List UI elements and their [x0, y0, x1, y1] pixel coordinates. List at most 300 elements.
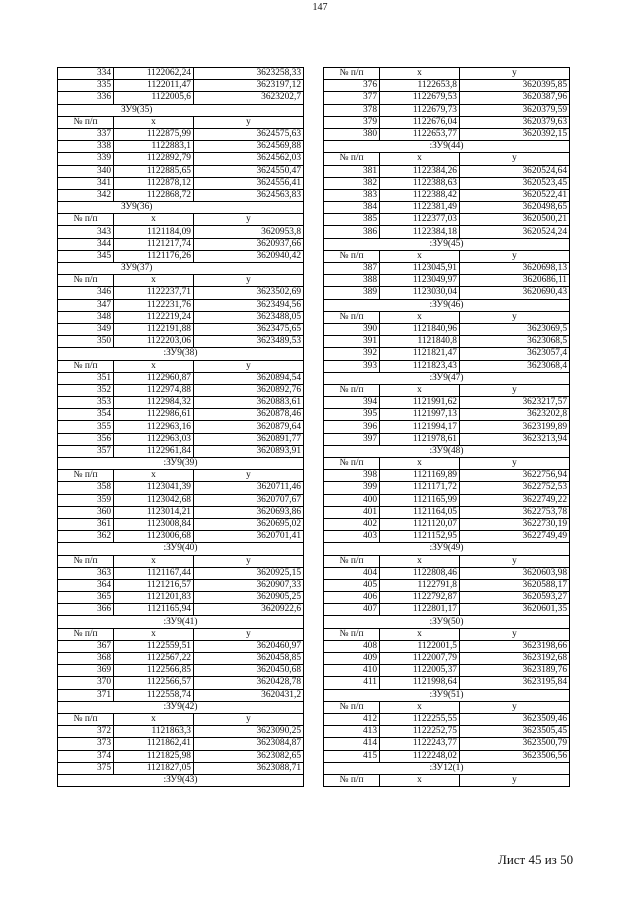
coordinate-x: 1122801,17 [380, 604, 460, 616]
section-label: :ЗУ9(46) [324, 299, 570, 311]
table-row [58, 762, 304, 774]
column-header-number: № п/п [324, 311, 380, 323]
coordinate-x: 1121823,43 [380, 360, 460, 372]
coordinate-y: 3620922,6 [194, 604, 304, 616]
section-label: :ЗУ9(38) [58, 348, 304, 360]
point-number: 392 [324, 348, 380, 360]
point-number: 389 [324, 287, 380, 299]
point-number: 406 [324, 592, 380, 604]
point-number: 415 [324, 750, 380, 762]
point-number: 411 [324, 677, 380, 689]
table-row [58, 189, 304, 201]
point-number: 351 [58, 372, 114, 384]
coordinate-x: 1121825,98 [114, 750, 194, 762]
table-row [324, 604, 570, 616]
table-row [324, 177, 570, 189]
column-header-x: x [114, 555, 194, 567]
column-header-number: № п/п [324, 68, 380, 80]
point-number: 348 [58, 311, 114, 323]
coordinate-x: 1121164,05 [380, 506, 460, 518]
coordinate-x: 1122005,37 [380, 665, 460, 677]
coordinate-x: 1122384,18 [380, 226, 460, 238]
point-number: 338 [58, 141, 114, 153]
point-number: 409 [324, 653, 380, 665]
point-number: 354 [58, 409, 114, 421]
point-number: 361 [58, 518, 114, 530]
table-row [324, 677, 570, 689]
section-label: :ЗУ9(40) [58, 543, 304, 555]
table-row [324, 506, 570, 518]
coordinate-x: 1121997,13 [380, 409, 460, 421]
table-row [58, 397, 304, 409]
table-row [58, 518, 304, 530]
table-row [58, 92, 304, 104]
coordinate-x: 1121978,61 [380, 433, 460, 445]
coordinate-y: 3620891,77 [194, 433, 304, 445]
section-label: ЗУ9(36) [58, 202, 304, 214]
section-header-row [324, 616, 570, 628]
point-number: 384 [324, 202, 380, 214]
column-header-x: x [380, 555, 460, 567]
section-header-row [324, 445, 570, 457]
coordinate-y: 3622756,94 [460, 470, 570, 482]
coordinate-y: 3620883,61 [194, 397, 304, 409]
coordinate-y: 3623506,56 [460, 750, 570, 762]
coordinate-y: 3623090,25 [194, 726, 304, 738]
coordinate-y: 3620460,97 [194, 640, 304, 652]
coordinate-y: 3620379,59 [460, 104, 570, 116]
coordinate-y: 3620925,15 [194, 567, 304, 579]
table-row [58, 482, 304, 494]
coordinate-y: 3620395,85 [460, 80, 570, 92]
table-row [58, 689, 304, 701]
section-label: :ЗУ9(45) [324, 238, 570, 250]
section-label: :ЗУ9(50) [324, 616, 570, 628]
point-number: 403 [324, 531, 380, 543]
column-header-x: x [114, 628, 194, 640]
coordinate-y: 3623502,69 [194, 287, 304, 299]
coordinate-x: 1122883,1 [114, 141, 194, 153]
coordinate-x: 1122559,51 [114, 640, 194, 652]
section-label: :ЗУ9(51) [324, 689, 570, 701]
coordinate-y: 3620588,17 [460, 579, 570, 591]
coordinate-x: 1122566,85 [114, 665, 194, 677]
point-number: 345 [58, 250, 114, 262]
coordinate-y: 3623475,65 [194, 323, 304, 335]
section-header-row [58, 543, 304, 555]
table-row [58, 445, 304, 457]
point-number: 394 [324, 397, 380, 409]
column-header-y: y [460, 250, 570, 262]
point-number: 397 [324, 433, 380, 445]
coordinate-y: 3620428,78 [194, 677, 304, 689]
column-header-row [58, 214, 304, 226]
coordinate-x: 1122248,02 [380, 750, 460, 762]
coordinate-x: 1123014,21 [114, 506, 194, 518]
coordinate-x: 1122974,88 [114, 384, 194, 396]
coordinate-x: 1122219,24 [114, 311, 194, 323]
point-number: 344 [58, 238, 114, 250]
coordinate-x: 1122984,32 [114, 397, 194, 409]
column-header-number: № п/п [58, 116, 114, 128]
coordinates-table-left [57, 67, 304, 787]
point-number: 353 [58, 397, 114, 409]
column-header-number: № п/п [324, 384, 380, 396]
coordinate-y: 3620893,91 [194, 445, 304, 457]
coordinate-y: 3620450,68 [194, 665, 304, 677]
coordinate-x: 1123049,97 [380, 275, 460, 287]
coordinate-x: 1121217,74 [114, 238, 194, 250]
coordinate-y: 3623199,89 [460, 421, 570, 433]
point-number: 349 [58, 323, 114, 335]
table-row [58, 579, 304, 591]
point-number: 377 [324, 92, 380, 104]
coordinate-x: 1121827,05 [114, 762, 194, 774]
table-row [58, 421, 304, 433]
column-header-number: № п/п [58, 628, 114, 640]
point-number: 346 [58, 287, 114, 299]
column-header-row [324, 701, 570, 713]
table-row [324, 189, 570, 201]
table-row [58, 68, 304, 80]
column-header-x: x [380, 384, 460, 396]
coordinate-y: 3622753,78 [460, 506, 570, 518]
table-row [324, 738, 570, 750]
coordinate-y: 3623202,8 [460, 409, 570, 421]
point-number: 336 [58, 92, 114, 104]
coordinate-x: 1122963,03 [114, 433, 194, 445]
coordinate-x: 1122011,47 [114, 80, 194, 92]
table-body-left [58, 68, 304, 787]
point-number: 372 [58, 726, 114, 738]
point-number: 387 [324, 263, 380, 275]
section-label: :ЗУ9(42) [58, 701, 304, 713]
section-header-row [324, 141, 570, 153]
section-header-row [58, 263, 304, 275]
table-row [324, 750, 570, 762]
section-header-row [58, 701, 304, 713]
coordinate-x: 1122237,71 [114, 287, 194, 299]
table-row [324, 518, 570, 530]
coordinate-y: 3624562,03 [194, 153, 304, 165]
section-header-row [58, 616, 304, 628]
point-number: 364 [58, 579, 114, 591]
point-number: 396 [324, 421, 380, 433]
point-number: 369 [58, 665, 114, 677]
point-number: 388 [324, 275, 380, 287]
coordinate-x: 1122653,77 [380, 128, 460, 140]
coordinate-y: 3620711,46 [194, 482, 304, 494]
coordinate-y: 3620379,63 [460, 116, 570, 128]
coordinate-x: 1123008,84 [114, 518, 194, 530]
column-header-row [58, 116, 304, 128]
column-header-y: y [194, 713, 304, 725]
coordinate-y: 3623082,65 [194, 750, 304, 762]
point-number: 342 [58, 189, 114, 201]
table-row [324, 482, 570, 494]
column-header-y: y [460, 384, 570, 396]
point-number: 402 [324, 518, 380, 530]
table-row [58, 604, 304, 616]
column-header-x: x [380, 153, 460, 165]
table-row [58, 153, 304, 165]
point-number: 405 [324, 579, 380, 591]
coordinate-x: 1122243,77 [380, 738, 460, 750]
table-row [324, 579, 570, 591]
table-row [324, 348, 570, 360]
point-number: 401 [324, 506, 380, 518]
coordinate-x: 1121167,44 [114, 567, 194, 579]
point-number: 379 [324, 116, 380, 128]
coordinate-x: 1122566,57 [114, 677, 194, 689]
coordinate-x: 1122653,8 [380, 80, 460, 92]
table-row [58, 640, 304, 652]
column-header-row [58, 555, 304, 567]
column-header-y: y [460, 628, 570, 640]
coordinate-x: 1121176,26 [114, 250, 194, 262]
coordinate-x: 1122203,06 [114, 336, 194, 348]
table-row [324, 128, 570, 140]
table-row [324, 726, 570, 738]
table-row [324, 360, 570, 372]
coordinate-x: 1123006,68 [114, 531, 194, 543]
coordinate-x: 1121862,41 [114, 738, 194, 750]
section-header-row [324, 238, 570, 250]
point-number: 335 [58, 80, 114, 92]
coordinate-y: 3624569,88 [194, 141, 304, 153]
point-number: 378 [324, 104, 380, 116]
table-row [58, 506, 304, 518]
point-number: 398 [324, 470, 380, 482]
column-header-y: y [460, 555, 570, 567]
point-number: 365 [58, 592, 114, 604]
coordinate-x: 1122252,75 [380, 726, 460, 738]
table-row [324, 421, 570, 433]
column-header-row [58, 360, 304, 372]
point-number: 385 [324, 214, 380, 226]
column-header-x: x [114, 275, 194, 287]
table-row [58, 311, 304, 323]
column-header-y: y [194, 275, 304, 287]
coordinate-y: 3624575,63 [194, 128, 304, 140]
coordinate-y: 3624556,41 [194, 177, 304, 189]
table-row [324, 567, 570, 579]
section-header-row [324, 689, 570, 701]
column-header-number: № п/п [58, 555, 114, 567]
point-number: 363 [58, 567, 114, 579]
point-number: 410 [324, 665, 380, 677]
point-number: 383 [324, 189, 380, 201]
coordinate-y: 3623500,79 [460, 738, 570, 750]
coordinate-x: 1122963,16 [114, 421, 194, 433]
section-header-row [58, 202, 304, 214]
coordinate-y: 3624563,83 [194, 189, 304, 201]
column-header-number: № п/п [58, 360, 114, 372]
coordinate-x: 1122377,03 [380, 214, 460, 226]
point-number: 376 [324, 80, 380, 92]
coordinate-y: 3623068,5 [460, 336, 570, 348]
point-number: 366 [58, 604, 114, 616]
point-number: 341 [58, 177, 114, 189]
coordinate-y: 3623489,53 [194, 336, 304, 348]
coordinate-y: 3620940,42 [194, 250, 304, 262]
table-row [324, 214, 570, 226]
column-header-y: y [460, 153, 570, 165]
coordinate-y: 3620522,41 [460, 189, 570, 201]
coordinate-x: 1122808,46 [380, 567, 460, 579]
coordinate-y: 3620894,54 [194, 372, 304, 384]
point-number: 352 [58, 384, 114, 396]
column-header-x: x [114, 214, 194, 226]
section-label: ЗУ9(37) [58, 263, 304, 275]
point-number: 375 [58, 762, 114, 774]
coordinate-x: 1123041,39 [114, 482, 194, 494]
section-header-row [58, 348, 304, 360]
coordinate-y: 3623192,68 [460, 653, 570, 665]
table-row [324, 104, 570, 116]
table-row [324, 116, 570, 128]
coordinate-x: 1122062,24 [114, 68, 194, 80]
column-header-row [58, 470, 304, 482]
table-row [324, 494, 570, 506]
point-number: 373 [58, 738, 114, 750]
point-number: 347 [58, 299, 114, 311]
coordinate-x: 1122381,49 [380, 202, 460, 214]
coordinate-x: 1121991,62 [380, 397, 460, 409]
coordinate-y: 3620701,41 [194, 531, 304, 543]
table-row [324, 397, 570, 409]
table-row [324, 323, 570, 335]
point-number: 367 [58, 640, 114, 652]
column-header-x: x [114, 470, 194, 482]
point-number: 355 [58, 421, 114, 433]
section-label: :ЗУ9(49) [324, 543, 570, 555]
coordinate-y: 3623488,05 [194, 311, 304, 323]
coordinate-x: 1122885,65 [114, 165, 194, 177]
point-number: 407 [324, 604, 380, 616]
coordinate-y: 3620879,64 [194, 421, 304, 433]
table-row [324, 665, 570, 677]
point-number: 395 [324, 409, 380, 421]
section-label: ЗУ9(35) [58, 104, 304, 116]
point-number: 413 [324, 726, 380, 738]
section-label: :ЗУ9(47) [324, 372, 570, 384]
column-header-number: № п/п [58, 214, 114, 226]
point-number: 340 [58, 165, 114, 177]
coordinate-x: 1122388,42 [380, 189, 460, 201]
point-number: 356 [58, 433, 114, 445]
coordinate-x: 1122875,99 [114, 128, 194, 140]
table-row [58, 238, 304, 250]
table-row [324, 202, 570, 214]
column-header-number: № п/п [324, 555, 380, 567]
point-number: 391 [324, 336, 380, 348]
point-number: 381 [324, 165, 380, 177]
coordinate-y: 3622749,22 [460, 494, 570, 506]
section-header-row [324, 762, 570, 774]
column-header-y: y [194, 214, 304, 226]
coordinate-y: 3620686,11 [460, 275, 570, 287]
coordinate-x: 1123045,91 [380, 263, 460, 275]
point-number: 371 [58, 689, 114, 701]
table-row [58, 336, 304, 348]
column-header-y: y [460, 458, 570, 470]
column-header-number: № п/п [324, 153, 380, 165]
table-row [58, 750, 304, 762]
point-number: 386 [324, 226, 380, 238]
column-header-x: x [114, 713, 194, 725]
coordinate-x: 1121165,99 [380, 494, 460, 506]
coordinate-y: 3620524,64 [460, 165, 570, 177]
coordinate-y: 3620523,45 [460, 177, 570, 189]
coordinate-y: 3620500,21 [460, 214, 570, 226]
coordinate-y: 3620387,96 [460, 92, 570, 104]
point-number: 374 [58, 750, 114, 762]
coordinate-y: 3620695,02 [194, 518, 304, 530]
coordinates-table-right [323, 67, 570, 787]
coordinate-y: 3624550,47 [194, 165, 304, 177]
table-row [58, 494, 304, 506]
coordinate-y: 3620707,67 [194, 494, 304, 506]
table-row [58, 128, 304, 140]
point-number: 343 [58, 226, 114, 238]
sheet-footer: Лист 45 из 50 [498, 852, 574, 867]
coordinate-y: 3620698,13 [460, 263, 570, 275]
table-row [324, 640, 570, 652]
coordinate-y: 3623084,87 [194, 738, 304, 750]
column-header-row [324, 555, 570, 567]
column-header-y: y [194, 555, 304, 567]
coordinate-y: 3620593,27 [460, 592, 570, 604]
table-body-right [324, 68, 570, 787]
point-number: 408 [324, 640, 380, 652]
column-header-y: y [460, 701, 570, 713]
table-row [58, 592, 304, 604]
column-header-y: y [460, 774, 570, 786]
coordinate-x: 1122961,84 [114, 445, 194, 457]
section-header-row [58, 774, 304, 786]
table-row [58, 677, 304, 689]
table-row [58, 80, 304, 92]
coordinate-y: 3623189,76 [460, 665, 570, 677]
table-row [58, 409, 304, 421]
table-row [58, 226, 304, 238]
table-row [324, 433, 570, 445]
point-number: 404 [324, 567, 380, 579]
coordinate-y: 3620603,98 [460, 567, 570, 579]
column-header-x: x [380, 701, 460, 713]
column-header-y: y [460, 68, 570, 80]
coordinate-x: 1122878,12 [114, 177, 194, 189]
coordinate-x: 1121201,83 [114, 592, 194, 604]
coordinate-y: 3620907,33 [194, 579, 304, 591]
table-row [324, 226, 570, 238]
table-row [324, 713, 570, 725]
column-header-row [324, 68, 570, 80]
coordinate-x: 1122007,79 [380, 653, 460, 665]
coordinate-x: 1121840,8 [380, 336, 460, 348]
coordinate-x: 1121171,72 [380, 482, 460, 494]
point-number: 380 [324, 128, 380, 140]
coordinate-x: 1121821,47 [380, 348, 460, 360]
point-number: 393 [324, 360, 380, 372]
coordinate-y: 3623068,4 [460, 360, 570, 372]
column-header-x: x [114, 116, 194, 128]
column-header-x: x [114, 360, 194, 372]
coordinate-x: 1121863,3 [114, 726, 194, 738]
table-row [58, 567, 304, 579]
coordinate-x: 1122679,53 [380, 92, 460, 104]
